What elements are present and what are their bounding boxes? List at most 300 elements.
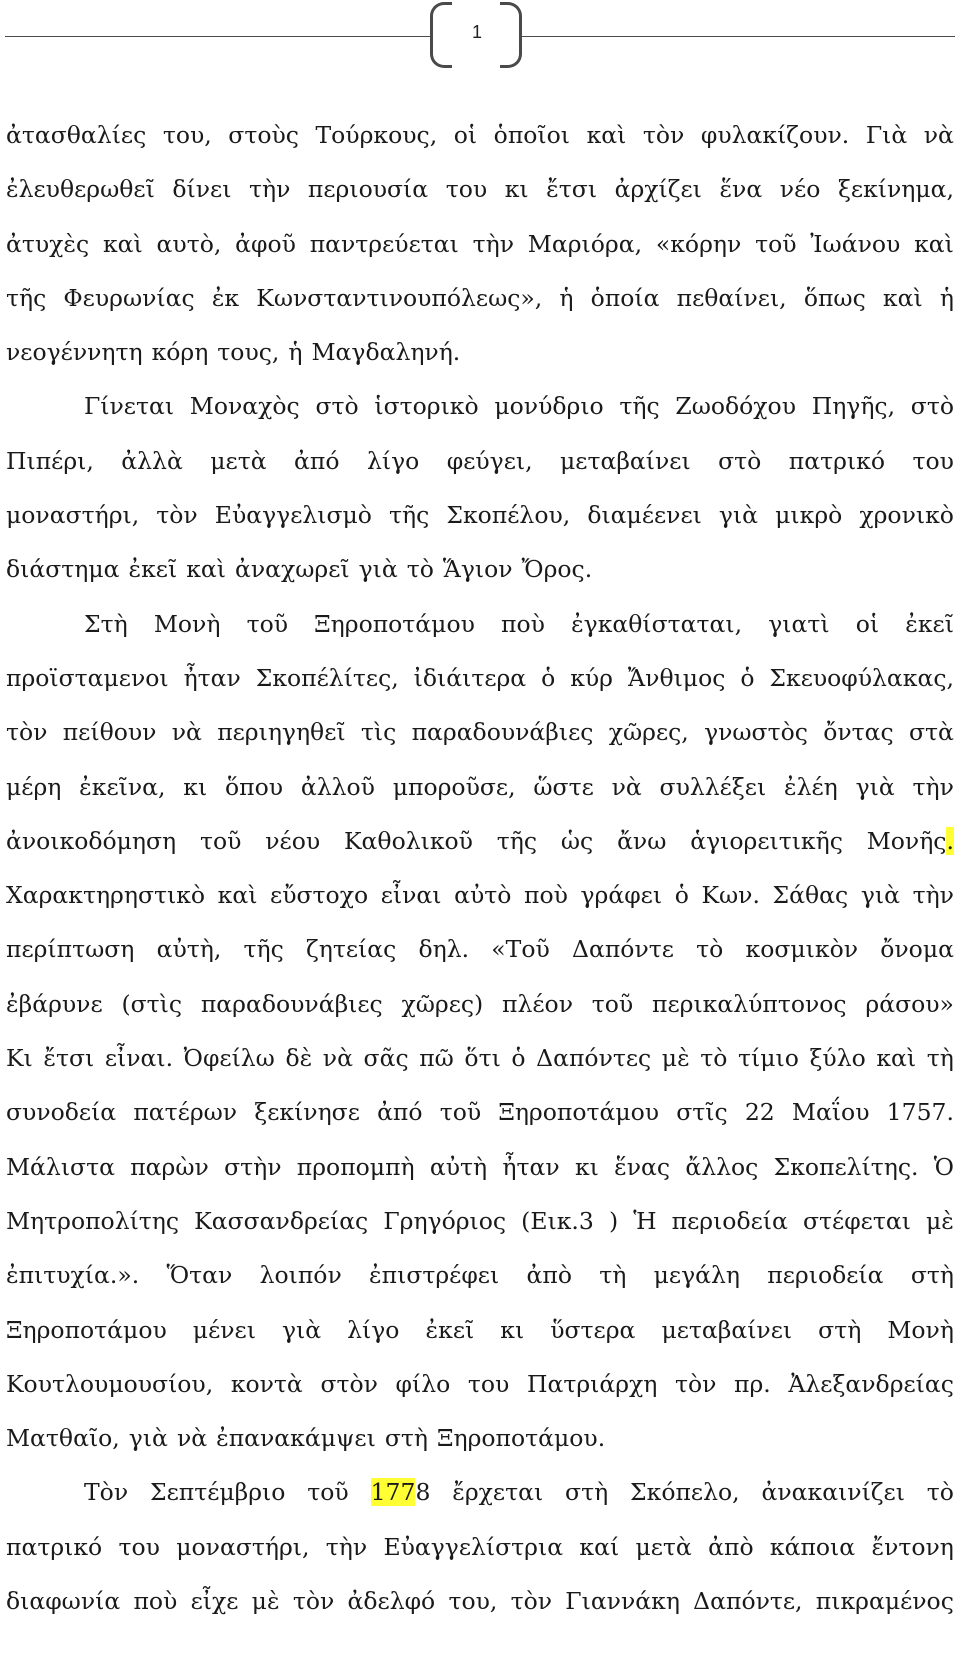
word: γιὰ (855, 772, 895, 801)
word: φυλακίζουν. (700, 121, 850, 149)
word: Εὐαγγελισμὸ (214, 501, 372, 530)
text-line (6, 977, 954, 1031)
word: εὔστοχο (270, 881, 369, 910)
word: τῆς (6, 283, 47, 312)
word: Γίνεται (84, 392, 175, 421)
word: Μάλιστα (6, 1152, 115, 1181)
word: Κασσανδρείας (194, 1206, 369, 1235)
word: τους, (217, 338, 280, 367)
word: ἐκεῖ (425, 1315, 475, 1344)
word: Ἡ (633, 1206, 657, 1235)
word: νὰ (923, 121, 954, 149)
text-line (6, 1303, 954, 1357)
text-line (6, 651, 954, 705)
word: χῶρες) (401, 989, 484, 1018)
word: ἔτσι (546, 175, 598, 204)
word: ὁ (511, 1044, 526, 1073)
word: κι (574, 1152, 599, 1181)
word: στὸ (315, 392, 359, 421)
word: ὄνομα (880, 935, 954, 964)
word: ἔντονη (871, 1532, 954, 1561)
word: μεγάλη (653, 1261, 740, 1290)
word: ἐλέη (783, 772, 838, 801)
word: περιοδεία (671, 1206, 788, 1235)
word: Σάθας (772, 881, 849, 910)
word: Χαρακτηρηστικὸ (6, 881, 206, 910)
word: Πατριάρχη (526, 1369, 658, 1398)
word: Πηγῆς, (811, 392, 896, 421)
word: Σκόπελο, (630, 1478, 740, 1507)
word: 22 (744, 1098, 775, 1127)
word: στὴν (224, 1152, 282, 1181)
word: Ξηροποτάμου. (436, 1424, 606, 1453)
word: δίνει (172, 175, 232, 204)
word: γιὰ (358, 555, 398, 584)
word: ἐβάρυνε (6, 989, 103, 1018)
word: τὸ (926, 1478, 954, 1507)
word: Σεπτέμβριο (149, 1478, 286, 1507)
word: δὲ (285, 1044, 313, 1073)
word: τὴν (472, 229, 514, 258)
word: διαφωνία (6, 1587, 121, 1616)
word: ) (608, 1206, 619, 1235)
word: Μαριόρα, (527, 229, 643, 258)
word: ἀπό (377, 1098, 423, 1127)
word: κόρη (151, 338, 209, 367)
word: παραδουνάβιες (411, 718, 594, 747)
word: ὅτι (464, 1044, 501, 1073)
word: κι (500, 1315, 525, 1344)
word: κοντὰ (230, 1369, 303, 1398)
word: Ξηροποτάμου (314, 609, 475, 638)
word: ποὺ (133, 1587, 178, 1616)
word: τὸ (700, 1044, 728, 1073)
word: (Εικ.3 (521, 1206, 594, 1235)
word: πεθαίνει, (676, 283, 787, 312)
word: Μονῆς. (866, 826, 954, 855)
word: καὶ (876, 1044, 917, 1073)
word: ἀπὸ (526, 1261, 572, 1290)
word: ἐκεῖ (905, 609, 954, 638)
word: «Τοῦ (491, 935, 550, 964)
word: Ξηροποτάμου (6, 1315, 167, 1344)
word: καί (579, 1532, 620, 1561)
word: Ἀλεξανδρείας (788, 1369, 954, 1398)
word: στὸ (718, 446, 762, 475)
text-line (6, 1357, 954, 1411)
word: ἦταν (502, 1152, 560, 1181)
word: φεύγει, (446, 446, 533, 475)
word: γιατὶ (768, 609, 830, 638)
text-line (6, 1031, 954, 1085)
word: νὰ (611, 772, 642, 801)
word: ἡ (939, 283, 954, 312)
text-line (6, 1520, 954, 1574)
word: διαμέενει (587, 501, 702, 530)
word: ἐκεῖνα, (79, 772, 166, 801)
word: ὄντας (823, 718, 894, 747)
word: Σκοπελίτης. (773, 1152, 919, 1181)
word: χῶρες, (608, 718, 689, 747)
word: μὲ (926, 1206, 954, 1235)
word: ἐκεῖ (128, 555, 178, 584)
word: Μητροπολίτης (6, 1206, 180, 1235)
word: ἐπιτυχία.». (6, 1261, 140, 1290)
word: ἀλλοῦ (300, 772, 375, 801)
text-line (6, 217, 954, 271)
word: μονύδριο (494, 392, 604, 421)
word: ἀνοικοδόμηση (6, 826, 177, 855)
text-line (6, 814, 954, 868)
word: διάστημα (6, 555, 120, 584)
word: καὶ (217, 881, 258, 910)
word: τῆς (389, 501, 430, 530)
word: Δαπόντε (572, 935, 674, 964)
word: Μονὴ (153, 609, 221, 638)
word: ὁποία (590, 283, 660, 312)
word: πατρικό (788, 446, 885, 475)
word: Ὅταν (166, 1261, 233, 1290)
right-brace-ornament (500, 2, 522, 68)
word: του (912, 446, 954, 475)
word: στὰ (908, 718, 954, 747)
word: γιὰ (718, 501, 759, 530)
word: περικαλύπτονος (652, 989, 847, 1018)
word: ἄνω (617, 826, 667, 855)
page-header (0, 0, 960, 72)
word: ράσου» (865, 989, 954, 1018)
word: πείθουν (62, 718, 157, 747)
highlighted-text: 177 (370, 1478, 416, 1507)
word: ἰδιάιτερα (413, 663, 527, 692)
word: περίπτωση (6, 935, 135, 964)
word: Τούρκους, (315, 121, 438, 149)
text-line (6, 597, 954, 651)
word: Τὸν (84, 1478, 129, 1507)
word: Κωνσταντινουπόλεως», (256, 283, 543, 312)
word: κοσμικὸν (745, 935, 859, 964)
word: νέο (779, 175, 821, 204)
left-brace-ornament (430, 2, 452, 68)
word: μετὰ (635, 1532, 692, 1561)
word: αὐτὴ, (156, 935, 222, 964)
text-line (6, 162, 954, 216)
word: τὸν (156, 501, 198, 530)
word: Κι (6, 1044, 33, 1073)
word: Ζωοδόχου (675, 392, 796, 421)
word: τὸν (510, 1587, 553, 1616)
word: οἱ (855, 609, 880, 638)
text-line (6, 325, 954, 379)
word: χρονικὸ (859, 501, 954, 530)
word: ἄλλος (685, 1152, 759, 1181)
word: του, (162, 121, 212, 149)
word: ἀπό (294, 446, 340, 475)
word: μετὰ (210, 446, 267, 475)
word: μεταβαίνει (661, 1315, 793, 1344)
word: ὅπου (225, 772, 284, 801)
word: πῶ (419, 1044, 454, 1073)
text-line (6, 705, 954, 759)
word: εἶχε (190, 1587, 239, 1616)
word: προϊσταμενοι (6, 663, 169, 692)
word: Γιὰ (865, 121, 908, 149)
word: Κων. (701, 881, 760, 910)
word: καὶ (882, 283, 923, 312)
word: Κουτλουμουσίου, (6, 1369, 214, 1398)
header-rule-left (5, 36, 433, 37)
word: ἕνας (614, 1152, 671, 1181)
word: του, (448, 1587, 498, 1616)
text-line (6, 1248, 954, 1302)
text-line (6, 1194, 954, 1248)
word: αὐτὸ (454, 881, 512, 910)
word: γιὰ (281, 1315, 322, 1344)
word: μεταβαίνει (560, 446, 691, 475)
word: στέφεται (802, 1206, 911, 1235)
word: 1757. (886, 1098, 954, 1127)
word: ὕστερα (550, 1315, 636, 1344)
word: τὸν (674, 1369, 717, 1398)
word: Μαγδαληνή. (311, 338, 461, 367)
word: τὴν (912, 772, 954, 801)
word: Σκευοφύλακας, (769, 663, 954, 692)
text-line (6, 542, 954, 596)
word: του (118, 1532, 160, 1561)
word: λίγο (366, 446, 420, 475)
word: τῆς (243, 935, 284, 964)
word: λοιπόν (259, 1261, 342, 1290)
word: καὶ (586, 121, 627, 149)
text-line (6, 760, 954, 814)
word: οἱ (453, 121, 478, 149)
word: τοῦ (246, 609, 288, 638)
word: παραδουνάβιες (200, 989, 383, 1018)
word: ἀτυχὲς (6, 229, 90, 258)
word: περιηγηθεῖ (217, 718, 346, 747)
highlighted-text: . (946, 826, 954, 855)
word: ἀφοῦ (235, 229, 296, 258)
word: μικρὸ (775, 501, 843, 530)
word: Μονὴ (887, 1315, 954, 1344)
word: στὴ (910, 1261, 954, 1290)
word: νέου (265, 826, 321, 855)
word: τὸν (6, 718, 48, 747)
word: πλέον (502, 989, 573, 1018)
word: ἀλλὰ (121, 446, 183, 475)
text-line (6, 1140, 954, 1194)
word: ξύλο (809, 1044, 866, 1073)
word: στῖς (676, 1098, 728, 1127)
word: στὴ (384, 1424, 428, 1453)
word: προπομπὴ (296, 1152, 415, 1181)
word: πρ. (734, 1369, 771, 1398)
word: Ματθαῖο, (6, 1424, 120, 1453)
text-line (6, 379, 954, 433)
word: ἀπὸ (708, 1532, 754, 1561)
text-line (6, 434, 954, 488)
word: (στὶς (121, 989, 183, 1018)
word: συνοδεία (6, 1098, 117, 1127)
word: Πιπέρι, (6, 446, 94, 475)
word: ὅπως (803, 283, 866, 312)
word: Φευρωνίας (63, 283, 195, 312)
word: του (445, 175, 488, 204)
word: λίγο (347, 1315, 400, 1344)
word: ἔτσι (43, 1044, 95, 1073)
word: μένει (192, 1315, 256, 1344)
word: γράφει (580, 881, 663, 910)
word: ἁγιορειτικῆς (690, 826, 843, 855)
word: Δαπόντες (536, 1044, 652, 1073)
word: ὥστε (533, 772, 594, 801)
word: τὶς (360, 718, 397, 747)
word: Γρηγόριος (383, 1206, 507, 1235)
word: στοὺς (228, 121, 299, 149)
word: ἀναχωρεῖ (234, 555, 350, 584)
word: Ἄνθιμος (627, 663, 726, 692)
word: σᾶς (363, 1044, 409, 1073)
word: μὲ (661, 1044, 690, 1073)
word: ἔρχεται (452, 1478, 544, 1507)
word: «κόρην (655, 229, 742, 258)
word: εἶναι (380, 881, 442, 910)
word: Γιαννάκη (565, 1587, 680, 1616)
word: νὰ (171, 718, 202, 747)
word: ἀδελφό (347, 1587, 436, 1616)
word: κι (504, 175, 529, 204)
word: καὶ (914, 229, 954, 258)
word: καὶ (102, 229, 143, 258)
text-line (6, 1465, 954, 1519)
word: συλλέξει (659, 772, 767, 801)
word: ἀρχίζει (614, 175, 702, 204)
word: μοναστήρι, (6, 501, 140, 530)
word: ἕνα (719, 175, 763, 204)
text-line (6, 1574, 954, 1628)
word: στὴ (818, 1315, 862, 1344)
word: Ὄρος. (521, 555, 593, 584)
word: τὸ (696, 935, 724, 964)
word: αυτὸ, (156, 229, 222, 258)
word: γνωστὸς (704, 718, 808, 747)
word: Μοναχὸς (189, 392, 300, 421)
word: νὰ (176, 1424, 208, 1453)
text-line (6, 271, 954, 325)
text-line (6, 488, 954, 542)
word: Ὁ (933, 1152, 954, 1181)
word: του (467, 1369, 510, 1398)
word: περιουσία (307, 175, 429, 204)
word: πατέρων (133, 1098, 238, 1127)
word: Δαπόντε, (693, 1587, 803, 1616)
page-number: 1 (471, 22, 482, 42)
text-line (6, 1411, 954, 1465)
word: νὰ (322, 1044, 353, 1073)
word: τὴ (599, 1261, 627, 1290)
word: τοῦ (755, 229, 797, 258)
word: ἀτασθαλίες (6, 121, 147, 149)
word: Καθολικοῦ (344, 826, 473, 855)
word: τοῦ (307, 1478, 349, 1507)
word: πατρικό (6, 1532, 103, 1561)
word: Ξηροποτάμου (498, 1098, 660, 1127)
word: τὸ (406, 555, 434, 584)
word: 1778 (370, 1478, 431, 1507)
word: τῆς (496, 826, 538, 855)
word: τίμιο (738, 1044, 799, 1073)
word: ἦταν (183, 663, 241, 692)
word: στὴ (565, 1478, 609, 1507)
word: περιοδεία (767, 1261, 884, 1290)
text-line (6, 1085, 954, 1139)
text-line (6, 108, 954, 162)
word: ὁ (541, 663, 556, 692)
word: εἶναι. (104, 1044, 174, 1073)
word: ὡς (560, 826, 594, 855)
word: τὴν (912, 881, 954, 910)
word: παρὼν (130, 1152, 209, 1181)
word: μὲ (251, 1587, 280, 1616)
word: φίλο (395, 1369, 451, 1398)
word: τοῦ (199, 826, 242, 855)
word: ἡ (559, 283, 574, 312)
word: Ἰωάνου (810, 229, 901, 258)
word: ἐπιστρέφει (369, 1261, 500, 1290)
word: κι (183, 772, 208, 801)
word: τῆς (619, 392, 660, 421)
word: ὁ (740, 663, 755, 692)
text-line (6, 922, 954, 976)
word: ξεκίνημα, (837, 175, 954, 204)
word: ὁποῖοι (493, 121, 570, 149)
word: μοναστήρι, (176, 1532, 310, 1561)
word: ξεκίνησε (254, 1098, 360, 1127)
word: τὸν (642, 121, 685, 149)
word: ἐπανακάμψει (216, 1424, 376, 1453)
word: στὸ (910, 392, 954, 421)
word: ζητείας (306, 935, 397, 964)
word: τὴν (325, 1532, 368, 1561)
header-rule-right (520, 36, 955, 37)
word: νεογέννητη (6, 338, 143, 367)
word: ἐγκαθίσταται, (571, 609, 743, 638)
word: τοῦ (591, 989, 634, 1018)
word: Ὀφείλω (183, 1044, 275, 1073)
word: τὸν (292, 1587, 335, 1616)
word: Σκοπέλου, (446, 501, 571, 530)
word: ἱστορικὸ (374, 392, 479, 421)
word: ποὺ (501, 609, 545, 638)
word: στὸν (320, 1369, 378, 1398)
word: ὁ (674, 881, 689, 910)
word: μέρη (6, 772, 62, 801)
word: κάποια (769, 1532, 856, 1561)
word: δηλ. (418, 935, 470, 964)
word: γιὰ (860, 881, 900, 910)
word: τὴ (926, 1044, 954, 1073)
word: Σκοπέλίτες, (255, 663, 399, 692)
body-text (6, 108, 954, 1628)
word: Εὐαγγελίστρια (383, 1532, 564, 1561)
word: Στὴ (84, 609, 128, 638)
word: Ἅγιον (442, 555, 513, 584)
word: τὴν (248, 175, 291, 204)
word: γιὰ (128, 1424, 168, 1453)
word: καὶ (186, 555, 226, 584)
word: Μαΐου (791, 1098, 870, 1127)
word: ἡ (288, 338, 303, 367)
